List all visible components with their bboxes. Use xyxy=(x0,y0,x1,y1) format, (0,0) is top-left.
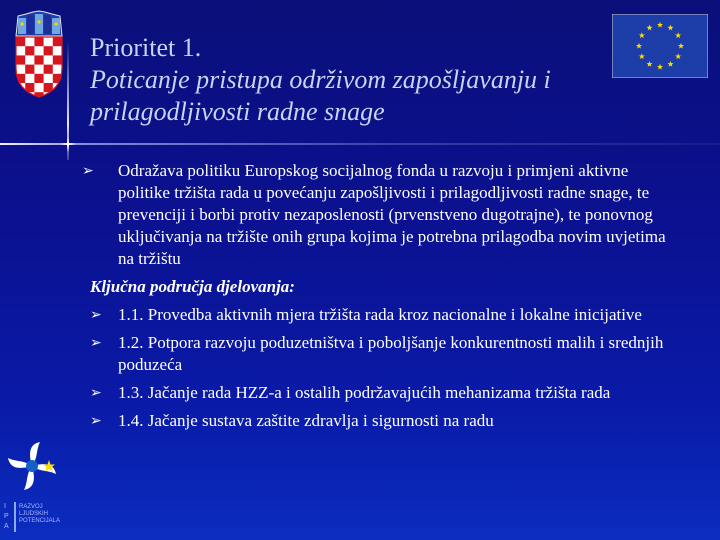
slide-body xyxy=(82,160,670,438)
list-item xyxy=(90,382,670,404)
list-item-text: 1.4. Jačanje sustava zaštite zdravlja i sigurnosti na radu xyxy=(118,411,494,430)
ipa-logo-text: RAZVOJ xyxy=(19,504,43,510)
svg-text:A: A xyxy=(4,523,9,530)
list-item-text: 1.3. Jačanje rada HZZ-a i ostalih podržavajućih mehanizama tržišta rada xyxy=(118,383,611,402)
key-areas-heading: Ključna područja djelovanja: xyxy=(90,277,295,296)
ipa-logo-icon xyxy=(0,438,70,538)
svg-text:P: P xyxy=(4,513,9,520)
arrow-bullet-icon: ➢ xyxy=(82,163,94,179)
list-item xyxy=(90,410,670,432)
arrow-bullet-icon: ➢ xyxy=(90,307,102,323)
ipa-logo-text: POTENCIJALA xyxy=(19,518,61,524)
list-item xyxy=(90,304,670,326)
title-line-2: Poticanje pristupa održivom zapošljavanju i prilagodljivosti radne snage xyxy=(90,65,551,126)
sparkle-icon xyxy=(60,136,76,152)
intro-bullet xyxy=(82,160,670,270)
arrow-bullet-icon: ➢ xyxy=(90,385,102,401)
croatian-coat-of-arms-icon xyxy=(10,10,68,98)
eu-flag-icon xyxy=(612,14,708,78)
arrow-bullet-icon: ➢ xyxy=(90,335,102,351)
horizontal-divider xyxy=(0,143,720,145)
intro-text: Odražava politiku Europskog socijalnog fonda u razvoju i primjeni aktivne politike tržišta rada u povećanju zapošljivosti i prilagodljivosti radne snage, te prevenciji i borbi protiv nezaposlenosti (prvenstveno dugotrajne), te ponovnog uključivanja na tržište onih grupa kojima je potrebna prilagodba novim uvjetima na tržištu xyxy=(118,161,666,268)
list-item-text: 1.1. Provedba aktivnih mjera tržišta rada kroz nacionalne i lokalne inicijative xyxy=(118,305,642,324)
title-line-1: Prioritet 1. xyxy=(90,33,202,62)
list-item-text: 1.2. Potpora razvoju poduzetništva i poboljšanje konkurentnosti malih i srednjih poduzeća xyxy=(118,333,664,374)
list-item xyxy=(90,332,670,376)
svg-text:I: I xyxy=(4,503,6,510)
ipa-logo-text: LJUDSKIH xyxy=(19,511,49,517)
arrow-bullet-icon: ➢ xyxy=(90,413,102,429)
slide-title xyxy=(90,32,610,128)
